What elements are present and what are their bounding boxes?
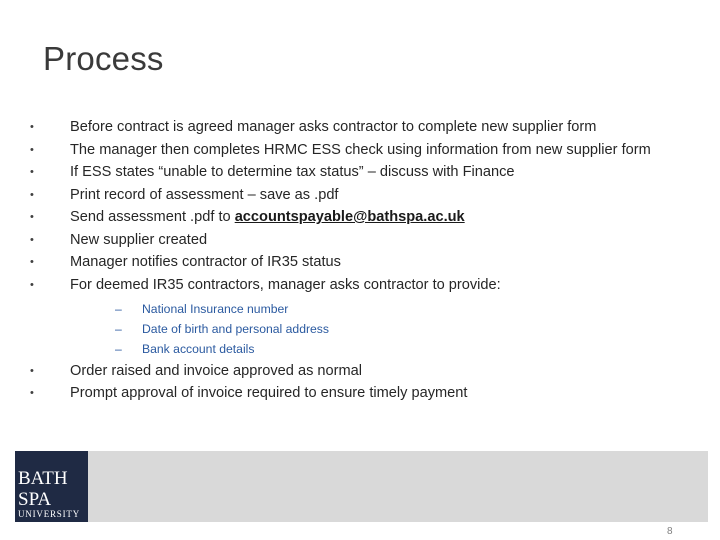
bullet-item <box>30 186 680 204</box>
sub-bullet-list <box>70 302 680 357</box>
sub-bullet-text: Date of birth and personal address <box>142 321 329 336</box>
dash-icon <box>115 322 122 337</box>
bullet-text: New supplier created <box>70 231 208 248</box>
dash-icon <box>115 342 122 357</box>
sub-bullet-item <box>70 302 680 317</box>
logo-line: SPA <box>18 489 52 510</box>
bullet-dot-icon <box>30 362 40 380</box>
bullet-item <box>30 362 680 380</box>
bullet-text: Prompt approval of invoice required to ensure timely payment <box>70 385 468 401</box>
sub-bullet-text: National Insurance number <box>142 301 289 316</box>
bullet-text: Print record of assessment – save as .pdf <box>70 186 339 203</box>
bullet-text: Manager notifies contractor of IR35 status <box>70 254 341 270</box>
slide-title: Process <box>43 40 164 77</box>
dash-icon <box>115 302 122 317</box>
bullet-dot-icon <box>30 186 40 204</box>
bullet-dot-icon <box>30 276 40 294</box>
bullet-item <box>30 276 680 357</box>
bullet-item <box>30 384 680 402</box>
footer-band <box>15 451 708 522</box>
logo-line: BATH <box>18 468 68 489</box>
bullet-text: For deemed IR35 contractors, manager asks contractor to provide: <box>70 276 501 293</box>
bullet-item <box>30 253 680 271</box>
bullet-text: Before contract is agreed manager asks contractor to complete new supplier form <box>70 119 597 135</box>
bullet-dot-icon <box>30 141 40 159</box>
bullet-dot-icon <box>30 163 40 181</box>
bullet-text: If ESS states “unable to determine tax status” – discuss with Finance <box>70 164 515 180</box>
bullet-item <box>30 163 680 181</box>
bullet-dot-icon <box>30 208 40 226</box>
bullet-dot-icon <box>30 231 40 249</box>
bullet-dot-icon <box>30 253 40 271</box>
bath-spa-logo <box>15 451 88 522</box>
bullet-dot-icon <box>30 384 40 402</box>
page-number: 8 <box>667 526 673 537</box>
email-link[interactable]: accountspayable@bathspa.ac.uk <box>234 209 465 225</box>
bullet-item <box>30 231 680 249</box>
sub-bullet-text: Bank account details <box>142 341 255 356</box>
sub-bullet-item <box>70 342 680 357</box>
bullet-text: Order raised and invoice approved as normal <box>70 362 363 379</box>
bullet-item <box>30 141 680 159</box>
logo-line: UNIVERSITY <box>18 509 80 519</box>
bullet-text: Send assessment .pdf to <box>70 209 235 225</box>
bullet-item <box>30 208 680 226</box>
bullet-item <box>30 118 680 136</box>
bullet-text: The manager then completes HRMC ESS check using information from new supplier form <box>70 141 651 158</box>
sub-bullet-item <box>70 322 680 337</box>
bullet-list <box>30 118 680 407</box>
bullet-dot-icon <box>30 118 40 136</box>
